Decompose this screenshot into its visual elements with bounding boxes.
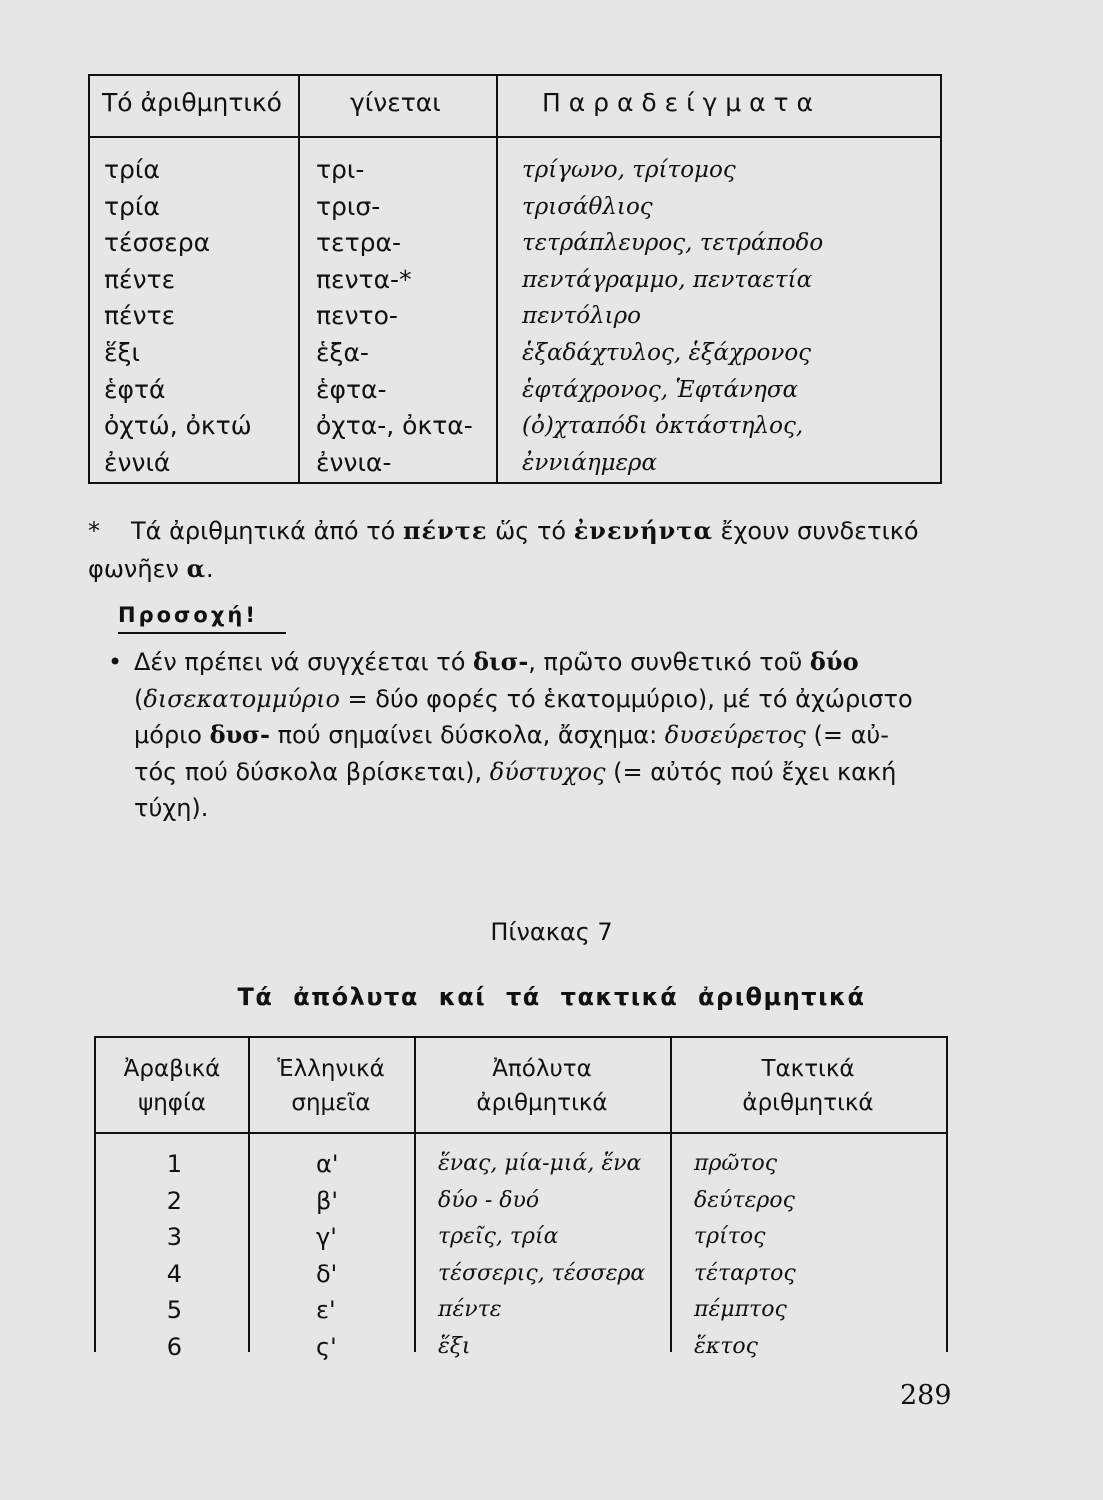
text: ( — [134, 684, 144, 713]
header-text: ἀριθμητικά — [476, 1090, 608, 1116]
header-text: σημεῖα — [291, 1090, 371, 1116]
table-cell: ἑφτά — [104, 374, 166, 404]
text: πού σημαίνει δύσκολα, ἄσχημα: — [269, 721, 665, 749]
table-cell: δ' — [316, 1259, 338, 1288]
table-cell: 3 — [166, 1223, 182, 1252]
table-cell: ἑξαδάχτυλος, ἑξάχρονος — [522, 339, 812, 366]
header-text: Τακτικά — [761, 1056, 855, 1082]
table-cell: ἕξι — [104, 337, 140, 367]
table-cell: 6 — [166, 1332, 182, 1361]
table-cell: ἑφτάχρονος, Ἑφτάνησα — [522, 376, 799, 403]
header-examples: Π α ρ α δ ε ί γ μ α τ α — [542, 88, 814, 117]
footnote-line — [131, 512, 919, 550]
header-divider — [96, 1132, 946, 1134]
text: ὥς τό — [487, 517, 574, 545]
table-cell: δεύτερος — [694, 1187, 795, 1213]
table-cell: α' — [316, 1150, 339, 1178]
text: Τά ἀριθμητικά ἀπό τό — [131, 517, 403, 545]
table-cell: 1 — [166, 1150, 182, 1178]
table-cell: τετράπλευρος, τετράποδο — [522, 230, 824, 257]
text: ἔχουν συνδετικό — [712, 517, 919, 545]
bold-term: δύο — [809, 647, 859, 676]
footnote-asterisk: * — [88, 517, 100, 545]
table-cell: τρισάθλιος — [522, 193, 653, 220]
text: (= αὐ- — [805, 721, 889, 749]
table-cell: ἐννιάημερα — [522, 449, 657, 476]
table-caption: Πίνακας 7 — [490, 918, 613, 946]
header-cardinal — [414, 1052, 670, 1120]
table-cell: ἕκτος — [694, 1333, 758, 1359]
table-cell: (ὀ)χταπόδι ὀκτάστηλος, — [522, 413, 804, 440]
table-cell: 2 — [166, 1186, 182, 1215]
table-cell: πέντε — [438, 1297, 502, 1323]
header-arabic — [96, 1052, 248, 1120]
italic-term: δύστυχος — [489, 757, 606, 786]
paragraph-line — [134, 717, 889, 754]
table-cell: 5 — [166, 1296, 182, 1325]
arabic-column — [96, 1146, 182, 1366]
table-title: Τά ἀπόλυτα καί τά τακτικά ἀριθμητικά — [237, 983, 866, 1011]
ordinal-column — [694, 1146, 796, 1366]
table-cell: ς' — [316, 1332, 337, 1361]
header-text: ἀριθμητικά — [742, 1090, 874, 1116]
table-cell: ἐννια- — [316, 447, 392, 477]
table-cell: δύο - δυό — [438, 1187, 540, 1213]
table-cell: τρίτος — [694, 1224, 766, 1250]
table-cell: 4 — [166, 1259, 182, 1288]
table-cell: τέσσερα — [104, 228, 211, 258]
bold-term: ἐνενήντα — [573, 516, 713, 545]
table-cell: πέμπτος — [694, 1297, 787, 1323]
greek-column — [316, 1146, 338, 1366]
prefix-table — [88, 74, 942, 484]
page-number: 289 — [900, 1380, 952, 1411]
table-cell: πέντε — [104, 264, 176, 294]
prefixes-column — [316, 152, 473, 481]
header-text: ψηφία — [138, 1090, 206, 1116]
cardinal-column — [438, 1146, 645, 1366]
text: φωνῆεν — [88, 555, 187, 583]
bullet: • — [108, 648, 123, 676]
bold-term: πέντε — [402, 516, 488, 545]
table-cell: ἑφτα- — [316, 374, 387, 404]
text: (= αὐτός πού ἔχει κακή — [605, 757, 897, 786]
header-numeral: Τό ἀριθμητικό — [102, 88, 282, 117]
table-cell: γ' — [316, 1223, 337, 1252]
bold-term: α — [186, 554, 207, 583]
table-cell: πεντα-* — [316, 264, 412, 294]
table-cell: ε' — [316, 1296, 336, 1325]
header-divider — [90, 136, 940, 138]
text: μόριο — [134, 721, 210, 749]
table-cell: ἕξι — [438, 1333, 471, 1359]
italic-term: δισεκατομμύριο — [143, 684, 340, 713]
table-cell: πεντάγραμμο, πενταετία — [522, 266, 813, 293]
header-becomes: γίνεται — [350, 88, 441, 117]
table-cell: τρισ- — [316, 191, 381, 221]
attention-underline — [118, 632, 286, 634]
table-cell: πεντόλιρο — [522, 303, 641, 330]
table-cell: τέσσερις, τέσσερα — [438, 1260, 646, 1286]
bold-term: δυσ- — [209, 720, 270, 749]
italic-term: δυσεύρετος — [664, 721, 806, 749]
text: . — [206, 555, 214, 583]
header-text: Ἑλληνικά — [277, 1056, 385, 1082]
header-ordinal — [670, 1052, 946, 1120]
paragraph-line — [134, 754, 896, 791]
examples-column — [522, 152, 823, 481]
table-cell: τετρα- — [316, 228, 401, 258]
header-text: Ἀπόλυτα — [492, 1056, 592, 1082]
numerals-column — [104, 152, 252, 481]
text: = δύο φορές τό ἑκατομμύριο), μέ τό ἀχώριστο — [339, 684, 913, 713]
table-cell: πεντο- — [316, 301, 398, 331]
table-cell: τρία — [104, 191, 160, 221]
footnote-line — [88, 550, 214, 588]
table-cell: τρι- — [316, 155, 365, 184]
table-cell: ἕνας, μία-μιά, ἕνα — [438, 1151, 642, 1176]
paragraph-line: τύχη). — [134, 794, 209, 822]
table-cell: ἐννιά — [104, 447, 171, 477]
table-cell: πρῶτος — [694, 1151, 778, 1176]
bold-term: δισ- — [473, 647, 529, 676]
paragraph-line — [134, 681, 913, 718]
attention-heading: Προσοχή! — [118, 603, 258, 627]
text: Δέν πρέπει νά συγχέεται τό — [134, 648, 473, 676]
text: τός πού δύσκολα βρίσκεται), — [134, 757, 490, 786]
table-cell: ἑξα- — [316, 337, 369, 367]
paragraph-line — [134, 644, 859, 681]
header-text: Ἀραβικά — [123, 1056, 221, 1082]
table-cell: β' — [316, 1186, 338, 1215]
table-cell: πέντε — [104, 301, 176, 331]
table-cell: ὀχτα-, ὀκτα- — [316, 411, 473, 441]
table-cell: ὀχτώ, ὀκτώ — [104, 411, 252, 441]
header-greek — [248, 1052, 414, 1120]
table-cell: τέταρτος — [694, 1260, 796, 1286]
table-cell: τρεῖς, τρία — [438, 1224, 559, 1250]
numerals-table — [94, 1036, 948, 1361]
text: , πρῶτο συνθετικό τοῦ — [528, 648, 810, 676]
table-cell: τρία — [104, 155, 160, 184]
table-cell: τρίγωνο, τρίτομος — [522, 157, 736, 183]
